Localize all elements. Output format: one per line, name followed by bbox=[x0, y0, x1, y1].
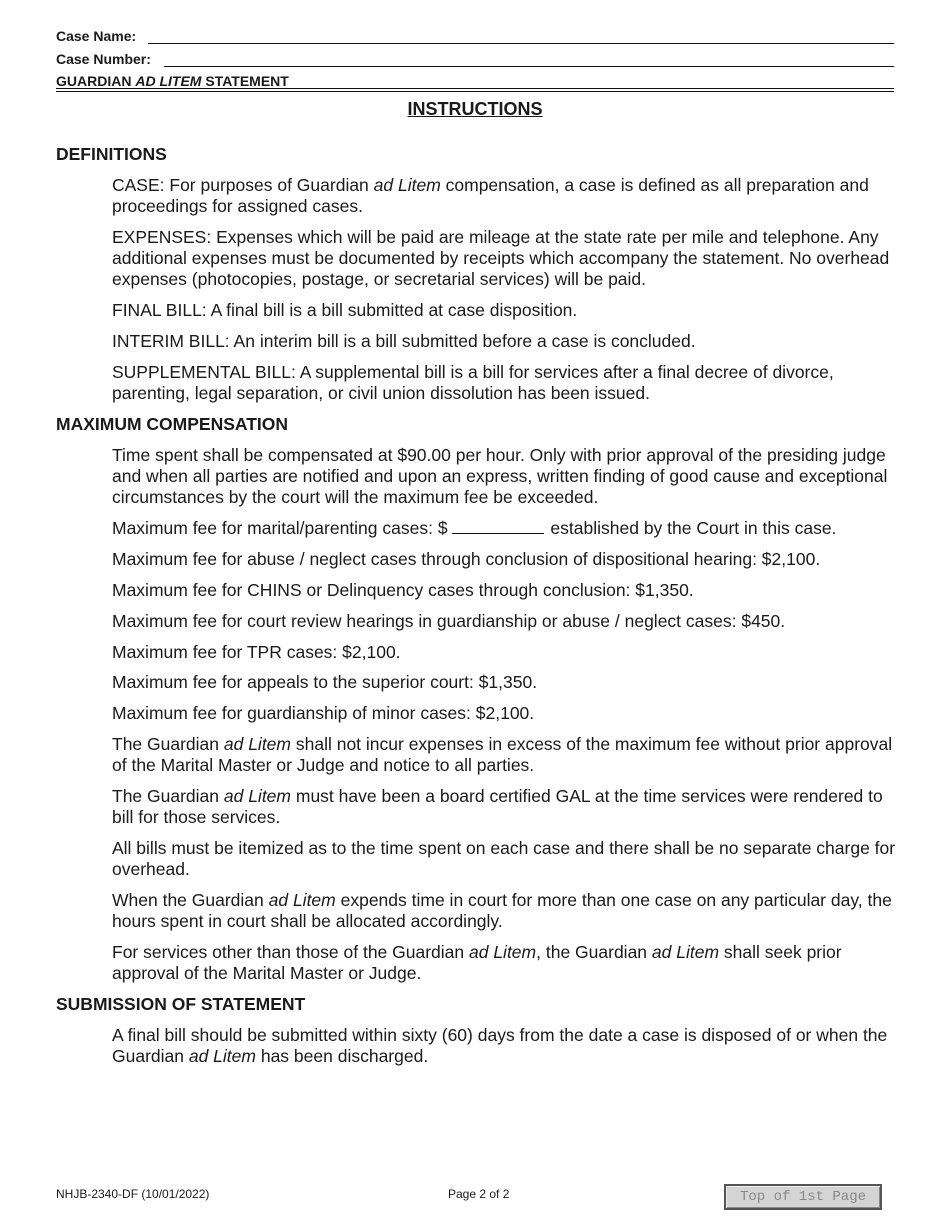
text: CASE: For purposes of Guardian bbox=[112, 175, 374, 195]
statement-title-italic: AD LITEM bbox=[135, 73, 202, 89]
header-divider bbox=[56, 88, 894, 92]
certified-paragraph bbox=[112, 786, 902, 828]
text: For services other than those of the Guardian bbox=[112, 942, 469, 962]
time-spent-paragraph: Time spent shall be compensated at $90.00 per hour. Only with prior approval of the presiding judge and when all parties are notified and upon an express, written finding of good cause and exceptional circumstances by the court will the maximum fee be exceeded. bbox=[112, 445, 888, 507]
abuse-fee-line: Maximum fee for abuse / neglect cases through conclusion of dispositional hearing: $2,100. bbox=[112, 549, 821, 569]
review-fee-line: Maximum fee for court review hearings in guardianship or abuse / neglect cases: $450. bbox=[112, 611, 786, 631]
submission-paragraph bbox=[112, 1025, 902, 1067]
text-italic: ad Litem bbox=[188, 1046, 256, 1066]
text: must have been a board certified GAL at the time services were rendered to bill for those services. bbox=[112, 786, 883, 827]
excess-expenses-paragraph bbox=[112, 734, 902, 776]
definition-case bbox=[112, 175, 902, 217]
page-number: Page 2 of 2 bbox=[448, 1187, 510, 1201]
definition-expenses: EXPENSES: Expenses which will be paid are mileage at the state rate per mile and telephone. Any additional expenses must be documented by receipts which accompany the statement. No overhead expenses (photocopies, postage, or secretarial services) will be paid. bbox=[112, 227, 890, 289]
case-number-row bbox=[56, 51, 894, 69]
text: shall not incur expenses in excess of the maximum fee without prior approval of the Marital Master or Judge and notice to all parties. bbox=[112, 734, 893, 775]
max-compensation-heading: MAXIMUM COMPENSATION bbox=[56, 414, 289, 434]
other-services-paragraph bbox=[112, 942, 902, 984]
text: , the Guardian bbox=[536, 942, 652, 962]
text: has been discharged. bbox=[255, 1046, 429, 1066]
text: shall seek prior approval of the Marital Master or Judge. bbox=[112, 942, 842, 983]
chins-fee-line: Maximum fee for CHINS or Delinquency cases through conclusion: $1,350. bbox=[112, 580, 694, 600]
definition-final-bill: FINAL BILL: A final bill is a bill submitted at case disposition. bbox=[112, 300, 578, 320]
case-name-row bbox=[56, 28, 894, 46]
text: A final bill should be submitted within sixty (60) days from the date a case is disposed of or when the Guardian bbox=[112, 1025, 888, 1066]
marital-fee-input[interactable] bbox=[452, 518, 544, 534]
form-id: NHJB-2340-DF (10/01/2022) bbox=[56, 1187, 210, 1201]
submission-heading: SUBMISSION OF STATEMENT bbox=[56, 994, 306, 1014]
tpr-fee-line: Maximum fee for TPR cases: $2,100. bbox=[112, 642, 401, 662]
text-italic: ad Litem bbox=[268, 890, 336, 910]
text: expends time in court for more than one case on any particular day, the hours spent in court shall be allocated accordingly. bbox=[112, 890, 892, 931]
text-italic: ad Litem bbox=[651, 942, 720, 962]
page-title: INSTRUCTIONS bbox=[407, 99, 543, 119]
definition-interim-bill: INTERIM BILL: An interim bill is a bill submitted before a case is concluded. bbox=[112, 331, 696, 351]
case-number-field[interactable] bbox=[164, 66, 894, 67]
text-italic: ad Litem bbox=[373, 175, 441, 195]
text: established by the Court in this case. bbox=[545, 518, 837, 538]
top-of-first-page-button[interactable]: Top of 1st Page bbox=[724, 1184, 882, 1210]
definitions-heading: DEFINITIONS bbox=[56, 144, 167, 164]
text-italic: ad Litem bbox=[223, 734, 291, 754]
text: The Guardian bbox=[112, 786, 224, 806]
case-number-label: Case Number: bbox=[56, 51, 151, 67]
appeals-fee-line: Maximum fee for appeals to the superior court: $1,350. bbox=[112, 672, 538, 692]
itemized-paragraph: All bills must be itemized as to the time spent on each case and there shall be no separate charge for overhead. bbox=[112, 838, 896, 879]
allocation-paragraph bbox=[112, 890, 902, 932]
text: Maximum fee for marital/parenting cases: $ bbox=[112, 518, 448, 538]
text: The Guardian bbox=[112, 734, 224, 754]
statement-title-prefix: GUARDIAN bbox=[56, 73, 136, 89]
text: When the Guardian bbox=[112, 890, 269, 910]
case-name-field[interactable] bbox=[148, 43, 894, 44]
definition-supplemental-bill: SUPPLEMENTAL BILL: A supplemental bill is a bill for services after a final decree of divorce, parenting, legal separation, or civil union dissolution has been issued. bbox=[112, 362, 834, 403]
text-italic: ad Litem bbox=[223, 786, 291, 806]
text-italic: ad Litem bbox=[469, 942, 537, 962]
marital-fee-line bbox=[112, 518, 902, 539]
text: compensation, a case is defined as all preparation and proceedings for assigned cases. bbox=[112, 175, 869, 216]
case-name-label: Case Name: bbox=[56, 28, 137, 44]
minor-fee-line: Maximum fee for guardianship of minor cases: $2,100. bbox=[112, 703, 535, 723]
statement-title-suffix: STATEMENT bbox=[201, 73, 289, 89]
